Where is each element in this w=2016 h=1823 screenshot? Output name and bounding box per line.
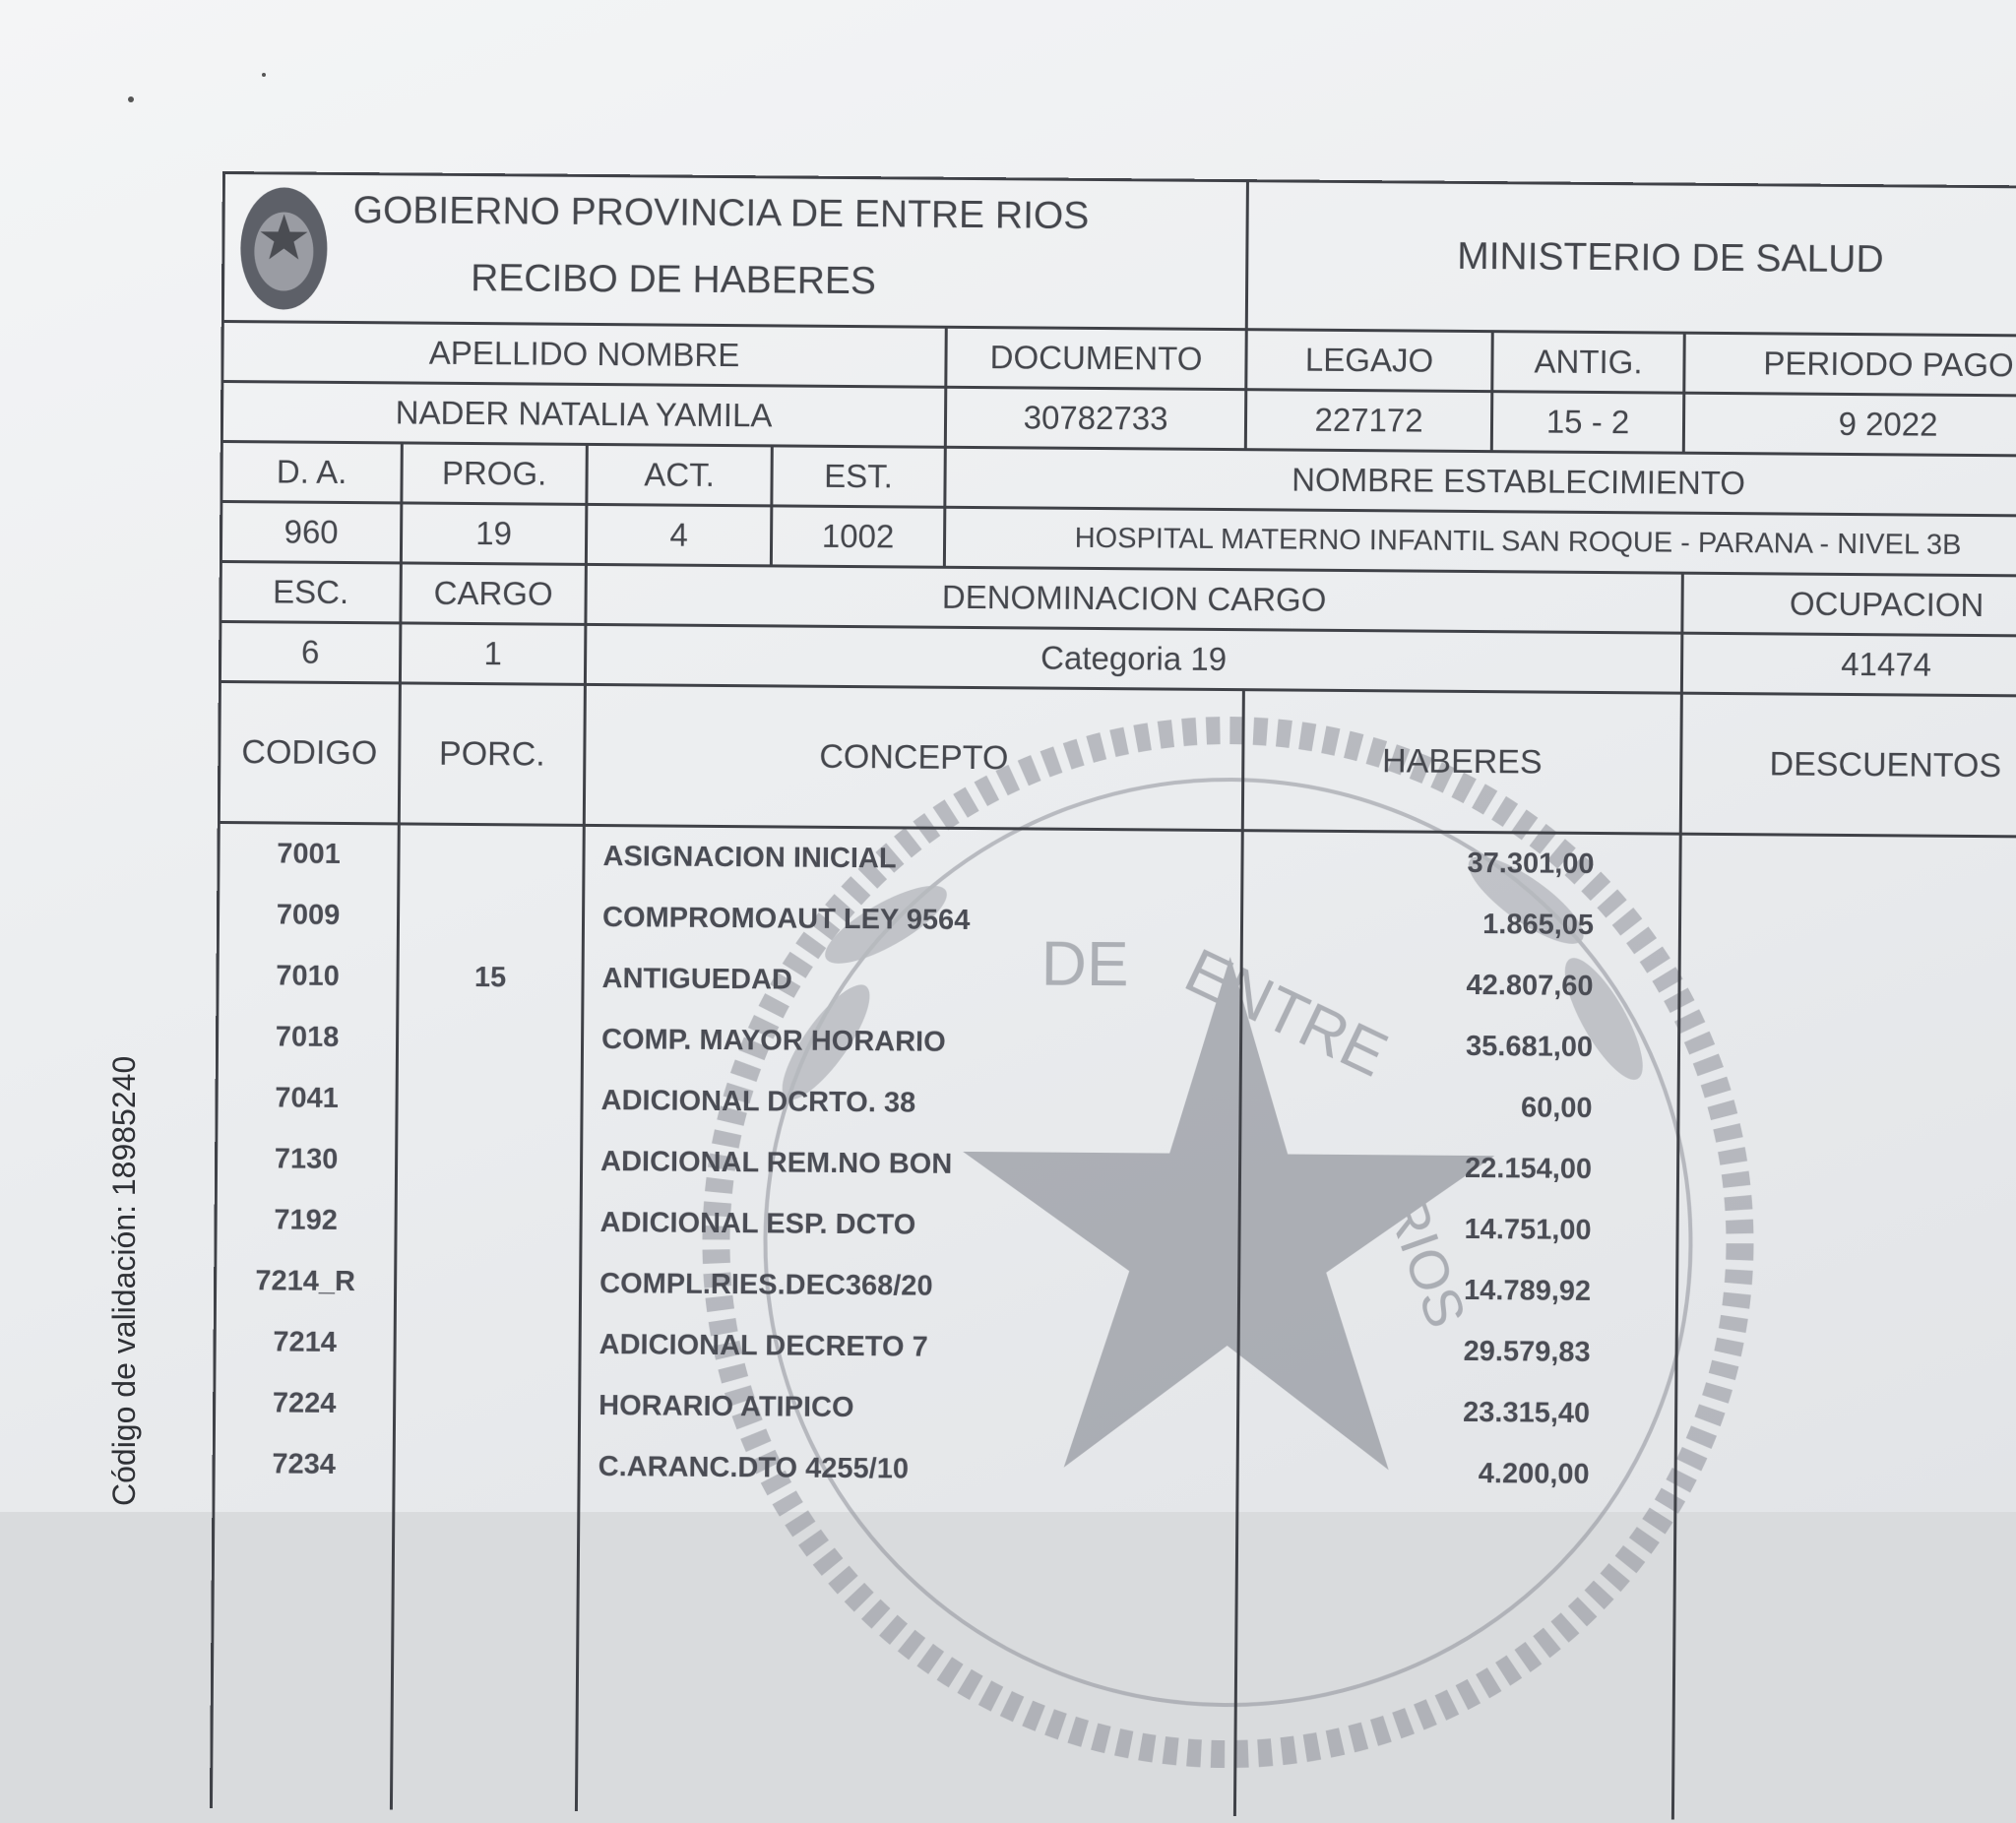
porc-header: PORC.	[399, 683, 585, 825]
ocupacion-value: 41474	[1681, 633, 2016, 696]
row-concept: ADICIONAL REM.NO BON	[599, 1146, 953, 1180]
province-seal-icon	[238, 184, 330, 313]
denominacion-label: DENOMINACION CARGO	[586, 564, 1682, 633]
row-porc	[400, 900, 582, 901]
cargo-label: CARGO	[401, 563, 586, 624]
seal-text-entre: ENTRE	[1174, 934, 1399, 1091]
row-code: 7214_R	[255, 1265, 356, 1298]
paper-speck	[262, 73, 266, 77]
row-haberes: 23.315,40	[1463, 1396, 1591, 1429]
row-porc	[396, 1449, 578, 1450]
paper-speck	[128, 96, 134, 102]
esc-label: ESC.	[220, 561, 401, 622]
establishment-name: HOSPITAL MATERNO INFANTIL SAN ROQUE - PARANA - NIVEL 3B	[944, 507, 2016, 576]
act-label: ACT.	[587, 444, 772, 505]
row-porc	[398, 1144, 580, 1145]
payslip-table	[210, 171, 2016, 1823]
row-haberes: 14.751,00	[1464, 1213, 1592, 1246]
est-value: 1002	[771, 506, 944, 567]
row-code: 7010	[276, 960, 340, 992]
header-row	[222, 173, 2016, 337]
porc-column	[391, 824, 584, 1811]
codigo-header: CODIGO	[219, 681, 400, 823]
da-label: D. A.	[221, 442, 402, 503]
ministry-name: MINISTERIO DE SALUD	[1246, 181, 2016, 337]
header-left	[222, 173, 1247, 330]
row-haberes: 35.681,00	[1465, 1030, 1594, 1063]
antig-value: 15 - 2	[1491, 392, 1683, 454]
row-code: 7041	[275, 1082, 339, 1114]
row-code: 7224	[272, 1387, 337, 1419]
legajo-label: LEGAJO	[1246, 330, 1492, 392]
row-concept: ANTIGUEDAD	[601, 963, 793, 996]
antig-label: ANTIG.	[1492, 332, 1684, 394]
row-haberes: 60,00	[1520, 1092, 1593, 1124]
row-concept: C.ARANC.DTO 4255/10	[598, 1451, 910, 1485]
codigo-column	[211, 822, 399, 1809]
row-haberes: 42.807,60	[1466, 969, 1594, 1002]
denominacion-value: Categoria 19	[585, 624, 1681, 693]
establishment-name-label: NOMBRE ESTABLECIMIENTO	[945, 447, 2016, 516]
row-code: 7009	[276, 899, 341, 931]
ocupacion-label: OCUPACION	[1682, 573, 2016, 636]
prog-label: PROG.	[402, 443, 587, 504]
row-haberes: 14.789,92	[1463, 1274, 1592, 1307]
document-label: DOCUMENTO	[946, 327, 1247, 389]
row-haberes: 4.200,00	[1478, 1458, 1590, 1490]
row-code: 7001	[277, 838, 341, 870]
row-concept: COMPL.RIES.DEC368/20	[599, 1268, 933, 1302]
row-concept: COMPROMOAUT LEY 9564	[601, 902, 971, 936]
name-label: APELLIDO NOMBRE	[222, 322, 946, 388]
row-code: 7214	[273, 1326, 338, 1358]
row-porc	[397, 1327, 579, 1328]
prog-value: 19	[401, 503, 586, 564]
row-porc	[399, 1022, 581, 1023]
payslip-sheet	[212, 171, 2016, 1526]
row-code: 7234	[272, 1448, 337, 1480]
descuentos-header: DESCUENTOS	[1680, 693, 2016, 837]
esc-value: 6	[220, 621, 400, 682]
row-porc	[397, 1266, 579, 1267]
government-name: GOBIERNO PROVINCIA DE ENTRE RIOS	[352, 189, 1090, 237]
row-haberes: 37.301,00	[1467, 847, 1595, 880]
row-concept: ADICIONAL ESP. DCTO	[599, 1207, 916, 1241]
concepto-column	[576, 825, 1242, 1816]
row-porc: 15	[473, 962, 507, 994]
act-value: 4	[586, 504, 771, 565]
concepts-header-row	[219, 681, 2016, 837]
da-value: 960	[220, 502, 401, 563]
row-porc	[399, 1083, 581, 1084]
haberes-header: HABERES	[1242, 690, 1681, 834]
row-porc	[396, 1388, 578, 1389]
row-code: 7018	[275, 1021, 340, 1053]
est-label: EST.	[772, 446, 945, 507]
legajo-value: 227172	[1245, 390, 1491, 452]
row-concept: ADICIONAL DECRETO 7	[598, 1329, 928, 1363]
row-haberes: 1.865,05	[1482, 909, 1595, 941]
period-label: PERIODO PAGO	[1684, 333, 2016, 396]
row-haberes: 22.154,00	[1464, 1152, 1593, 1185]
seal-text-rios: RIOS	[1374, 1187, 1479, 1336]
row-code: 7130	[274, 1143, 339, 1175]
row-concept: ASIGNACION INICIAL	[602, 841, 897, 875]
receipt-title: RECIBO DE HABERES	[470, 256, 877, 303]
descuentos-column	[1672, 834, 2016, 1823]
employee-name: NADER NATALIA YAMILA	[221, 382, 945, 448]
concepts-body	[211, 822, 2016, 1822]
concepto-header: CONCEPTO	[584, 684, 1243, 830]
cargo-value: 1	[400, 623, 585, 684]
row-haberes: 29.579,83	[1463, 1335, 1591, 1368]
haberes-column	[1234, 831, 1680, 1820]
row-concept: COMP. MAYOR HORARIO	[600, 1024, 946, 1058]
row-concept: ADICIONAL DCRTO. 38	[600, 1085, 916, 1119]
row-code: 7192	[274, 1204, 339, 1236]
period-value: 9 2022	[1683, 393, 2016, 456]
row-porc	[401, 839, 583, 840]
validation-code: Código de validación: 18985240	[106, 1055, 142, 1506]
row-concept: HORARIO ATIPICO	[598, 1390, 854, 1424]
row-porc	[398, 1205, 580, 1206]
document-value: 30782733	[945, 387, 1246, 449]
seal-text-de: DE	[1040, 927, 1129, 1000]
